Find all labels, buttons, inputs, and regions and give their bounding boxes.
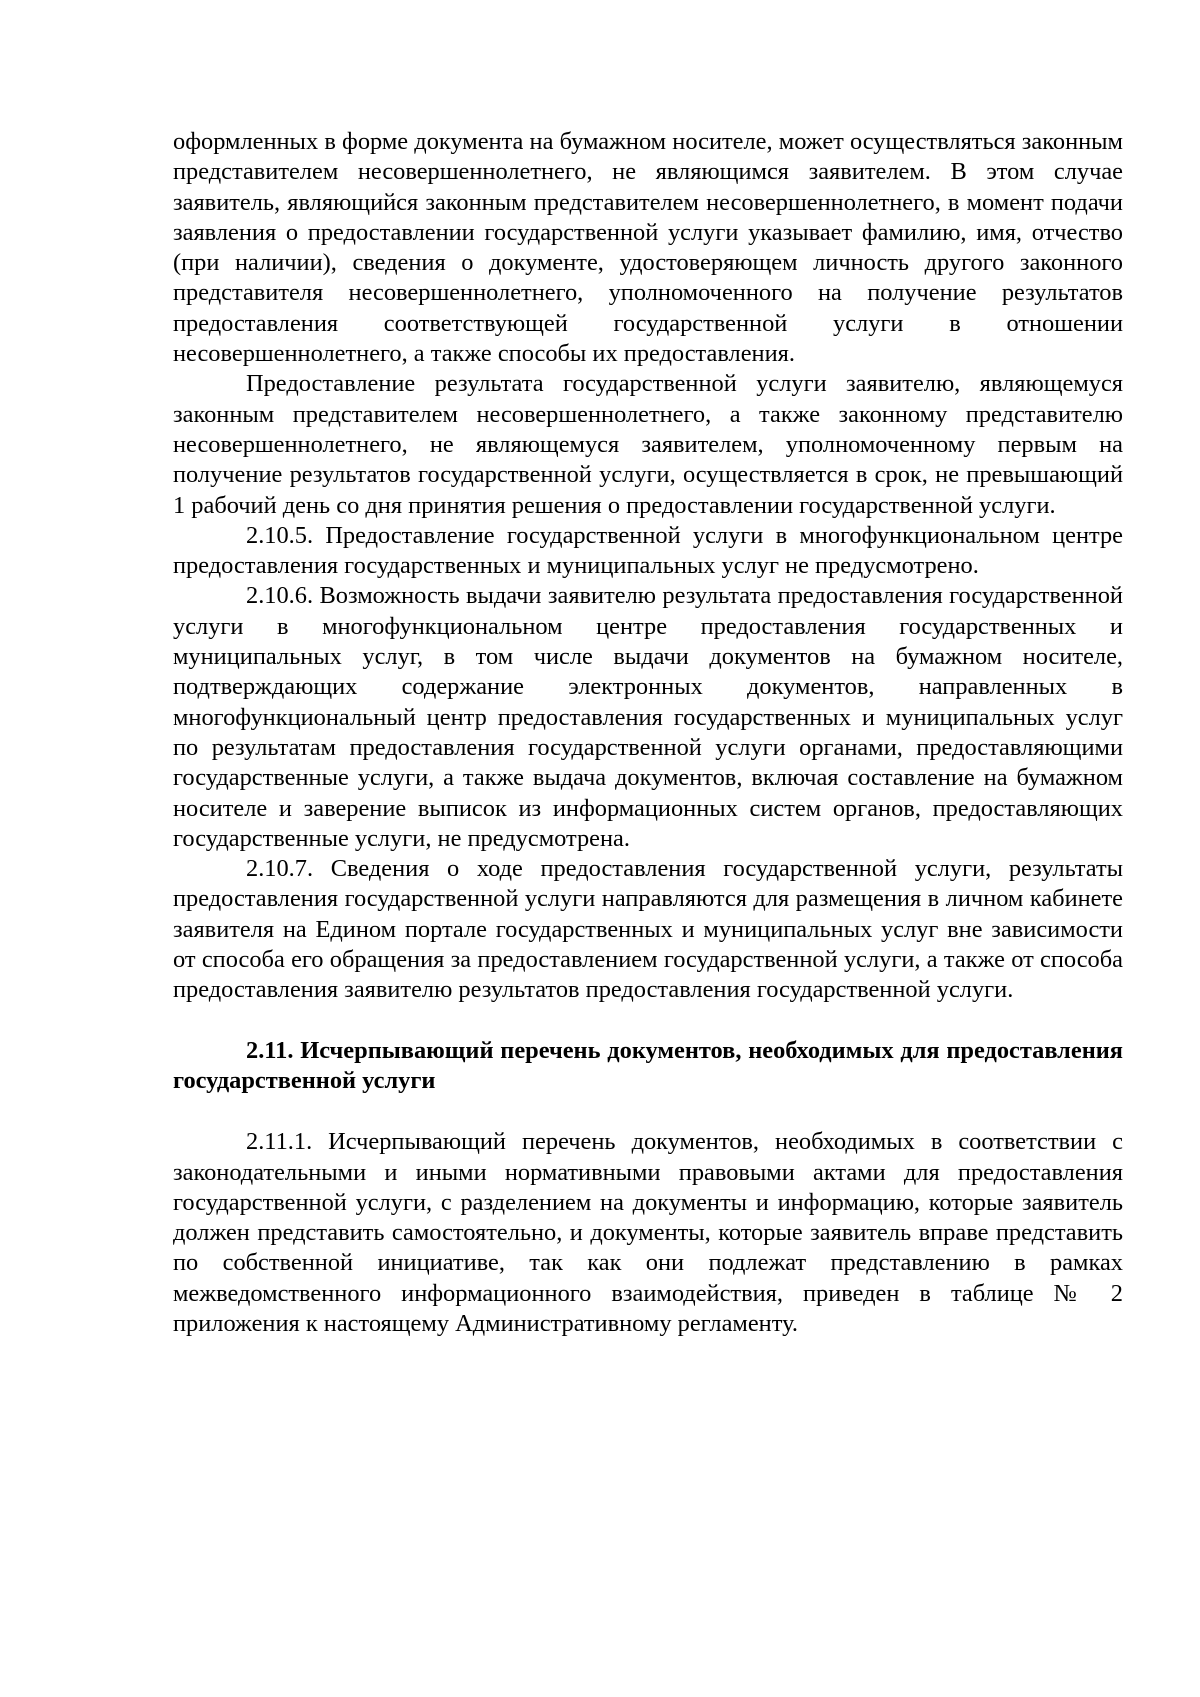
paragraph-2-10-5: 2.10.5. Предоставление государственной услуги в многофункциональном центре предоставления государственных и муниципальных услуг не предусмотрено. [173,521,1123,580]
spacer [173,1096,1123,1127]
paragraph-result-delivery: Предоставление результата государственной услуги заявителю, являющемуся законным представителем несовершеннолетнего, а также законному представителю несовершеннолетнего, не являющемуся заявителем, уполномоченному первым на получение результатов государственной услуги, осуществляется в срок, не превышающий 1 рабочий день со дня принятия решения о предоставлении государственной услуги. [173,370,1123,519]
paragraph-2-10-6: 2.10.6. Возможность выдачи заявителю результата предоставления государственной услуги в многофункциональном центре предоставления государственных и муниципальных услуг, в том числе выдачи документов на бумажном носителе, подтверждающих содержание электронных документов, направленных в многофункциональный центр предоставления государственных и муниципальных услуг по результатам предоставления государственной услуги органами, предоставляющими государственные услуги, а также выдача документов, включая составление на бумажном носителе и заверение выписок из информационных систем органов, предоставляющих государственные услуги, не предусмотрена. [173,582,1123,852]
paragraph-2-11-1: 2.11.1. Исчерпывающий перечень документов, необходимых в соответствии с законодательными и иными нормативными правовыми актами для предоставления государственной услуги, с разделением на документы и информацию, которые заявитель должен представить самостоятельно, и документы, которые заявитель вправе представить по собственной инициативе, так как они подлежат представлению в рамках межведомственного информационного взаимодействия, приведен в таблице № 2 приложения к настоящему Административному регламенту. [173,1128,1123,1337]
paragraph-2-10-7: 2.10.7. Сведения о ходе предоставления государственной услуги, результаты предоставления государственной услуги направляются для размещения в личном кабинете заявителя на Едином портале государственных и муниципальных услуг вне зависимости от способа его обращения за предоставлением государственной услуги, а также от способа предоставления заявителю результатов предоставления государственной услуги. [173,855,1123,1004]
document-page [173,127,1123,1339]
section-heading-2-11: 2.11. Исчерпывающий перечень документов, необходимых для предоставления государственной услуги [173,1036,1123,1094]
spacer [173,1006,1123,1036]
paragraph-continuation: оформленных в форме документа на бумажном носителе, может осуществляться законным представителем несовершеннолетнего, не являющимся заявителем. В этом случае заявитель, являющийся законным представителем несовершеннолетнего, в момент подачи заявления о предоставлении государственной услуги указывает фамилию, имя, отчество (при наличии), сведения о документе, удостоверяющем личность другого законного представителя несовершеннолетнего, уполномоченного на получение результатов предоставления соответствующей государственной услуги в отношении несовершеннолетнего, а также способы их предоставления. [173,128,1123,368]
